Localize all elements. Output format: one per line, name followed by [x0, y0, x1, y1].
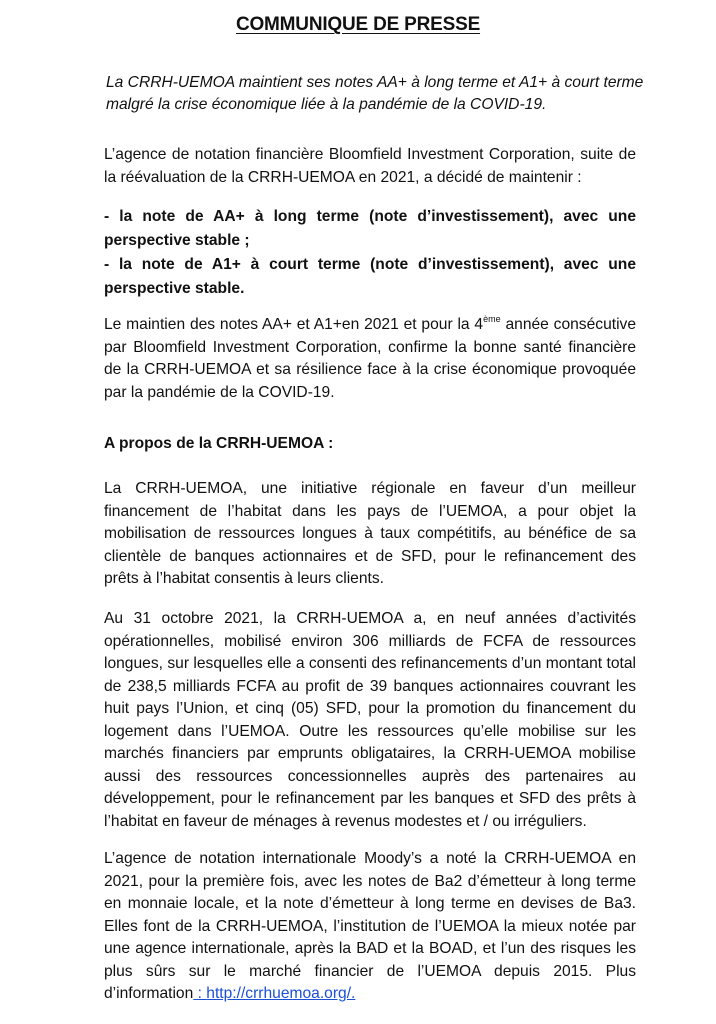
ordinal-superscript: ème: [483, 314, 501, 324]
rating-item-short-term: - la note de A1+ à court terme (note d’investissement), avec une perspective stable.: [104, 256, 636, 297]
maintien-text-start: Le maintien des notes AA+ et A1+en 2021 et pour la 4: [104, 316, 484, 333]
website-link[interactable]: http://crrhuemoa.org/.: [206, 985, 356, 1002]
about-paragraph-mission: La CRRH-UEMOA, une initiative régionale en faveur d’un meilleur financement de l’habitat dans les pays de l’UEMOA, a pour objet la mobilisation de ressources longues à taux compétitifs, au bénéfice de sa clientèle de banques actionnaires et de SFD, pour le refinancement des prêts à l’habitat consentis à leurs clients.: [104, 480, 636, 587]
about-heading: A propos de la CRRH-UEMOA :: [104, 435, 334, 452]
page-title-text: COMMUNIQUE DE PRESSE: [235, 14, 481, 35]
link-prefix: :: [193, 985, 207, 1002]
intro-paragraph: L’agence de notation financière Bloomfield Investment Corporation, suite de la réévaluation de la CRRH-UEMOA en 2021, a décidé de maintenir :: [104, 146, 636, 186]
rating-item-long-term: - la note de AA+ à long terme (note d’investissement), avec une perspective stable ;: [104, 208, 636, 249]
maintien-text-end: année consécutive par Bloomfield Investment Corporation, confirme la bonne santé financière de la CRRH-UEMOA et sa résilience face à la crise économique provoquée par la pandémie de la COVID-19.: [104, 316, 637, 401]
about-paragraph-figures: Au 31 octobre 2021, la CRRH-UEMOA a, en neuf années d’activités opérationnelles, mobilisé environ 306 milliards de FCFA de ressources longues, sur lesquelles elle a consenti des refinancements d’un montant total de 238,5 milliards FCFA au profit de 39 banques actionnaires couvrant les huit pays l’Union, et cinq (05) SFD, pour la promotion du financement du logement dans l’UEMOA. Outre les ressources qu’elle mobilise sur les marchés financiers par emprunts obligataires, la CRRH-UEMOA mobilise aussi des ressources concessionnelles auprès des partenaires au développement, pour le refinancement par les banques et SFD des prêts à l’habitat en faveur de ménages à revenus modestes et / ou irréguliers.: [104, 610, 636, 830]
ratings-list: [104, 205, 636, 301]
page-title: [0, 14, 716, 36]
about-paragraph-rating: [104, 848, 636, 1006]
press-subtitle: La CRRH-UEMOA maintient ses notes AA+ à long terme et A1+ à court terme malgré la crise économique liée à la pandémie de la COVID-19.: [106, 74, 644, 113]
rating-text: L’agence de notation internationale Moody’s a noté la CRRH-UEMOA en 2021, pour la première fois, avec les notes de Ba2 d’émetteur à long terme en monnaie locale, et la note d’émetteur à long terme en devises de Ba3. Elles font de la CRRH-UEMOA, l’institution de l’UEMOA la mieux notée par une agence internationale, après la BAD et la BOAD, et l’un des risques les plus sûrs sur le marché financier de l’UEMOA depuis 2015. Plus d’information: [104, 850, 636, 1002]
maintien-paragraph: [104, 314, 636, 404]
